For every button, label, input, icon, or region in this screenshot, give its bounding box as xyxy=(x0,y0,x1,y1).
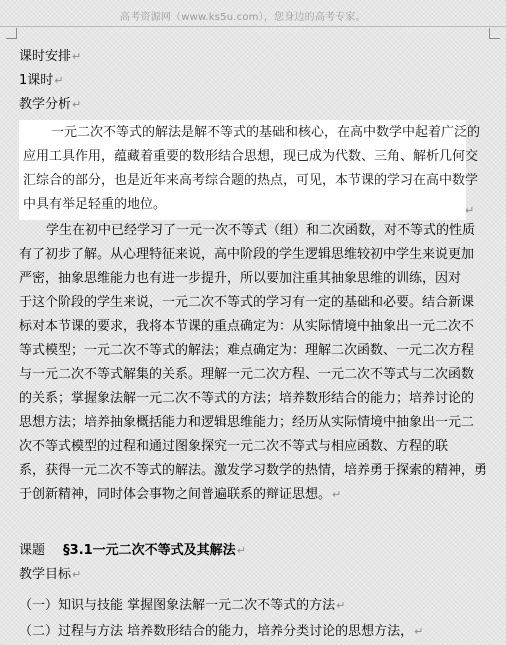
body-line: 与一元二次不等式解集的关系。理解一元二次方程、一元二次不等式与二次函数 xyxy=(19,367,475,382)
highlight-line: 中具有举足轻重的地位。 xyxy=(23,197,167,212)
topic-label: 课题 xyxy=(19,543,46,558)
lesson-count xyxy=(19,72,64,90)
paragraph-mark: ↵ xyxy=(236,544,246,557)
body-line: 于这个阶段的学生来说，一元二次不等式的学习有一定的基础和必要。结合新课 xyxy=(19,295,475,310)
schedule-heading-text: 课时安排 xyxy=(19,49,72,64)
goal-item-text: （一）知识与技能 掌握图象法解一元二次不等式的方法 xyxy=(19,598,336,613)
highlight-paragraph xyxy=(19,120,481,220)
header-rule xyxy=(0,26,506,27)
goal-item-text: （二）过程与方法 培养数形结合的能力，培养分类讨论的思想方法， xyxy=(19,624,414,639)
paragraph-mark: ↵ xyxy=(72,50,82,63)
paragraph-mark: ↵ xyxy=(336,599,346,612)
page-header: 高考资源网（www.ks5u.com），您身边的高考专家。 xyxy=(120,12,366,23)
body-line: 标对本节课的要求，我将本节课的重点确定为：从实际情境中抽象出一元二次不 xyxy=(19,319,475,334)
paragraph-mark: ↵ xyxy=(72,568,82,581)
topic-line xyxy=(19,542,246,560)
goal-item-process xyxy=(19,623,423,641)
body-line: 的关系；掌握象法解一元二次不等式的方法；培养数形结合的能力；培养讨论的 xyxy=(19,391,475,406)
analysis-heading xyxy=(19,96,81,114)
paragraph-mark: ↵ xyxy=(414,625,424,638)
goals-heading-text: 教学目标 xyxy=(19,567,72,582)
body-line: 思想方法；培养抽象概括能力和逻辑思维能力；经历从实际情境中抽象出一元二 xyxy=(19,415,475,430)
body-line: 有了初步了解。从心理特征来说，高中阶段的学生逻辑思维较初中学生来说更加 xyxy=(19,247,475,262)
body-line-text: 于创新精神，同时体会事物之间普遍联系的辩证思想。 xyxy=(19,487,332,502)
paragraph-mark-glyph: ↵ xyxy=(465,204,475,217)
lesson-count-text: 1课时 xyxy=(19,73,54,88)
paragraph-mark: ↵ xyxy=(54,74,64,87)
paragraph-mark: ↵ xyxy=(332,488,342,501)
body-line: 次不等式模型的过程和通过图象探究一元二次不等式与相应函数、方程的联 xyxy=(19,439,449,454)
body-line: 学生在初中已经学习了一元一次不等式（组）和二次函数，对不等式的性质 xyxy=(46,223,476,238)
goal-item-knowledge xyxy=(19,597,345,615)
schedule-heading xyxy=(19,48,81,66)
margin-corner-mark-left xyxy=(6,28,17,39)
body-line: 严密，抽象思维能力也有进一步提升，所以要加注重其抽象思维的训练，因对 xyxy=(19,271,462,286)
paragraph-mark xyxy=(464,202,474,220)
topic-title: §3.1一元二次不等式及其解法 xyxy=(63,543,236,558)
highlight-line: 一元二次不等式的解法是解不等式的基础和核心，在高中数学中起着广泛的 xyxy=(51,125,481,140)
body-line: 等式模型；一元二次不等式的解法；难点确定为：理解二次函数、一元二次方程 xyxy=(19,343,475,358)
highlight-line: 汇综合的部分，也是近年来高考综合题的热点，可见，本节课的学习在高中数学 xyxy=(23,173,479,188)
paragraph-mark: ↵ xyxy=(72,98,82,111)
goals-heading xyxy=(19,566,81,584)
margin-corner-mark-right xyxy=(489,28,500,39)
analysis-heading-text: 教学分析 xyxy=(19,97,72,112)
highlight-line: 应用工具作用，蕴藏着重要的数形结合思想，现已成为代数、三角、解析几何交 xyxy=(23,149,479,164)
body-line-last xyxy=(19,486,341,504)
body-line: 系，获得一元二次不等式的解法。激发学习数学的热情，培养勇于探索的精神，勇 xyxy=(19,463,488,478)
